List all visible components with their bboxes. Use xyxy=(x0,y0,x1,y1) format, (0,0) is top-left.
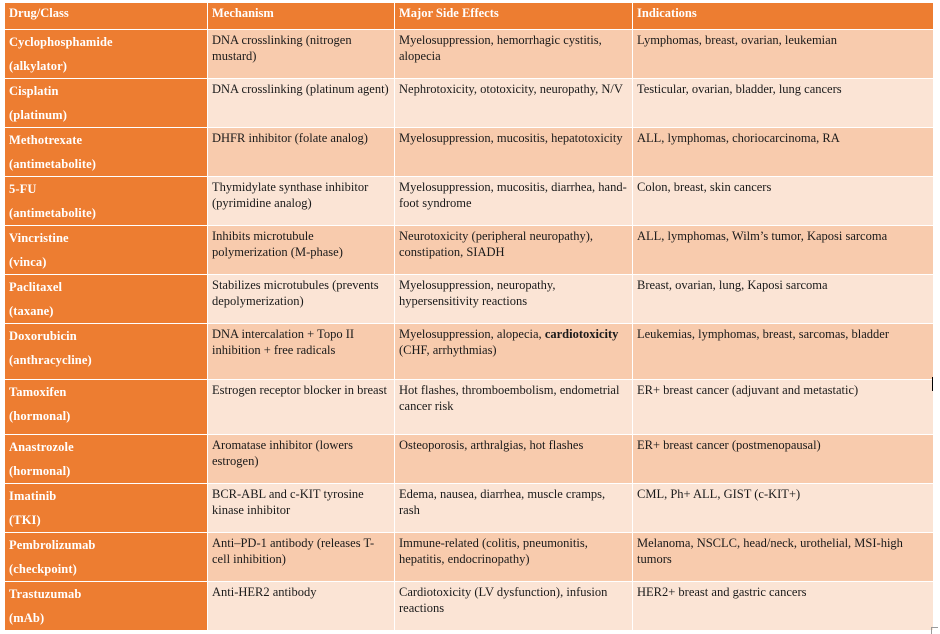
side-effects-text: Hot flashes, thromboembolism, endometrial cancer risk xyxy=(399,383,620,413)
drug-cell xyxy=(5,324,208,380)
side-effects-text: Neurotoxicity (peripheral neuropathy), constipation, SIADH xyxy=(399,229,594,259)
drug-name: Paclitaxel xyxy=(9,280,63,294)
text-cursor xyxy=(932,377,933,391)
mechanism-cell: DNA crosslinking (platinum agent) xyxy=(208,79,395,128)
drug-cell xyxy=(5,275,208,324)
mechanism-cell: Stabilizes microtubules (prevents depolymerization) xyxy=(208,275,395,324)
side-effects-cell xyxy=(395,30,633,79)
drug-class: (TKI) xyxy=(9,513,41,527)
drug-class: (antimetabolite) xyxy=(9,157,96,171)
side-effects-cell xyxy=(395,484,633,533)
table-row xyxy=(5,128,934,177)
drug-name: Trastuzumab xyxy=(9,587,82,601)
mechanism-cell: Aromatase inhibitor (lowers estrogen) xyxy=(208,435,395,484)
side-effects-text: Myelosuppression, hemorrhagic cystitis, alopecia xyxy=(399,33,602,63)
mechanism-cell: BCR-ABL and c-KIT tyrosine kinase inhibitor xyxy=(208,484,395,533)
table-row xyxy=(5,484,934,533)
drug-class: (antimetabolite) xyxy=(9,206,96,220)
side-effects-cell xyxy=(395,79,633,128)
indications-cell: ALL, lymphomas, choriocarcinoma, RA xyxy=(633,128,934,177)
side-effects-cell xyxy=(395,177,633,226)
mechanism-cell: DNA intercalation + Topo II inhibition + free radicals xyxy=(208,324,395,380)
indications-cell: Breast, ovarian, lung, Kaposi sarcoma xyxy=(633,275,934,324)
side-effects-cell xyxy=(395,380,633,435)
drug-name: Pembrolizumab xyxy=(9,538,96,552)
side-effects-text: Myelosuppression, mucositis, hepatotoxicity xyxy=(399,131,623,145)
side-effects-text: Osteoporosis, arthralgias, hot flashes xyxy=(399,438,584,452)
drug-cell xyxy=(5,533,208,582)
drug-name: Tamoxifen xyxy=(9,385,67,399)
header-indications: Indications xyxy=(633,3,934,30)
indications-cell: Leukemias, lymphomas, breast, sarcomas, bladder xyxy=(633,324,934,380)
mechanism-cell: Anti-HER2 antibody xyxy=(208,582,395,631)
drug-name: 5-FU xyxy=(9,182,37,196)
header-side-effects: Major Side Effects xyxy=(395,3,633,30)
drug-class: (anthracycline) xyxy=(9,353,92,367)
drug-class: (checkpoint) xyxy=(9,562,77,576)
drug-cell xyxy=(5,128,208,177)
mechanism-cell: Inhibits microtubule polymerization (M-phase) xyxy=(208,226,395,275)
drug-cell xyxy=(5,79,208,128)
side-effects-cell xyxy=(395,324,633,380)
drug-cell xyxy=(5,30,208,79)
mechanism-cell: Estrogen receptor blocker in breast xyxy=(208,380,395,435)
drug-name: Cisplatin xyxy=(9,84,59,98)
table-row xyxy=(5,582,934,631)
table-header xyxy=(5,3,934,30)
side-effects-text: Myelosuppression, mucositis, diarrhea, hand-foot syndrome xyxy=(399,180,627,210)
drug-name: Vincristine xyxy=(9,231,69,245)
indications-cell: ER+ breast cancer (postmenopausal) xyxy=(633,435,934,484)
mechanism-cell: Anti–PD-1 antibody (releases T-cell inhibition) xyxy=(208,533,395,582)
drug-class: (alkylator) xyxy=(9,59,68,73)
drug-cell xyxy=(5,435,208,484)
table-row xyxy=(5,275,934,324)
side-effects-text: Myelosuppression, neuropathy, hypersensitivity reactions xyxy=(399,278,556,308)
indications-cell: Lymphomas, breast, ovarian, leukemian xyxy=(633,30,934,79)
drug-name: Anastrozole xyxy=(9,440,74,454)
table-row xyxy=(5,435,934,484)
indications-cell: Colon, breast, skin cancers xyxy=(633,177,934,226)
side-effects-cell xyxy=(395,128,633,177)
indications-cell: ER+ breast cancer (adjuvant and metastatic) xyxy=(633,380,934,435)
drug-table xyxy=(4,2,934,631)
table-row xyxy=(5,79,934,128)
indications-cell: Testicular, ovarian, bladder, lung cancers xyxy=(633,79,934,128)
side-effects-cell xyxy=(395,275,633,324)
side-effects-cell xyxy=(395,582,633,631)
drug-cell xyxy=(5,582,208,631)
drug-name: Cyclophosphamide xyxy=(9,35,113,49)
drug-class: (platinum) xyxy=(9,108,67,122)
side-effects-text: Edema, nausea, diarrhea, muscle cramps, rash xyxy=(399,487,606,517)
mechanism-cell: DHFR inhibitor (folate analog) xyxy=(208,128,395,177)
drug-cell xyxy=(5,380,208,435)
indications-cell: Melanoma, NSCLC, head/neck, urothelial, MSI-high tumors xyxy=(633,533,934,582)
table-corner-mark xyxy=(931,627,938,634)
table-row xyxy=(5,30,934,79)
table-row xyxy=(5,177,934,226)
header-row xyxy=(5,3,934,30)
drug-cell xyxy=(5,484,208,533)
drug-class: (vinca) xyxy=(9,255,47,269)
drug-name: Methotrexate xyxy=(9,133,83,147)
table-row xyxy=(5,380,934,435)
side-effects-cell xyxy=(395,533,633,582)
side-effects-text: Myelosuppression, alopecia, xyxy=(399,327,545,341)
mechanism-cell: Thymidylate synthase inhibitor (pyrimidine analog) xyxy=(208,177,395,226)
drug-name: Doxorubicin xyxy=(9,329,77,343)
drug-class: (hormonal) xyxy=(9,409,71,423)
indications-cell: HER2+ breast and gastric cancers xyxy=(633,582,934,631)
drug-cell xyxy=(5,177,208,226)
drug-name: Imatinib xyxy=(9,489,57,503)
side-effects-text-end: (CHF, arrhythmias) xyxy=(399,343,497,357)
side-effects-text: Nephrotoxicity, ototoxicity, neuropathy, N/V xyxy=(399,82,623,96)
drug-cell xyxy=(5,226,208,275)
table-body xyxy=(5,30,934,631)
indications-cell: CML, Ph+ ALL, GIST (c-KIT+) xyxy=(633,484,934,533)
drug-class: (taxane) xyxy=(9,304,54,318)
table-row xyxy=(5,226,934,275)
header-drug-class: Drug/Class xyxy=(5,3,208,30)
table-row xyxy=(5,533,934,582)
indications-cell: ALL, lymphomas, Wilm’s tumor, Kaposi sarcoma xyxy=(633,226,934,275)
side-effects-emphasis: cardiotoxicity xyxy=(544,327,619,341)
header-mechanism: Mechanism xyxy=(208,3,395,30)
drug-class: (mAb) xyxy=(9,611,45,625)
drug-class: (hormonal) xyxy=(9,464,71,478)
side-effects-cell xyxy=(395,435,633,484)
table-row xyxy=(5,324,934,380)
side-effects-text: Cardiotoxicity (LV dysfunction), infusion reactions xyxy=(399,585,608,615)
side-effects-text: Immune-related (colitis, pneumonitis, hepatitis, endocrinopathy) xyxy=(399,536,588,566)
mechanism-cell: DNA crosslinking (nitrogen mustard) xyxy=(208,30,395,79)
side-effects-cell xyxy=(395,226,633,275)
